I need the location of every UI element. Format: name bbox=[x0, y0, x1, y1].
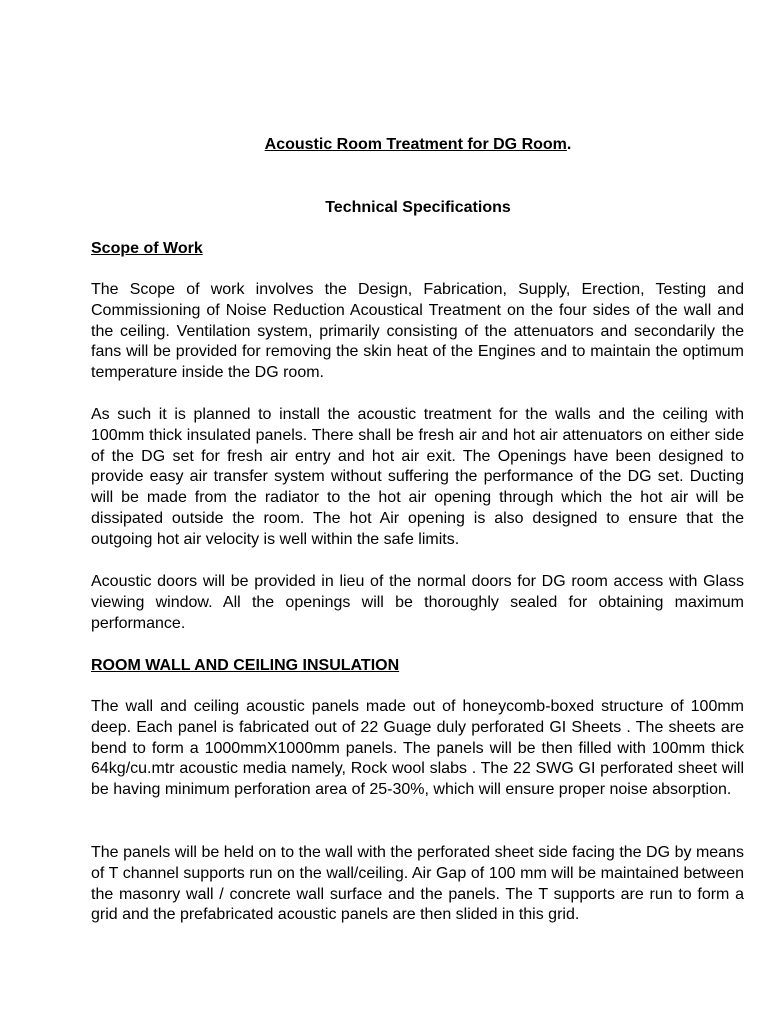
paragraph-insulation-2: The panels will be held on to the wall with the perforated sheet side facing the DG by means of T channel supports run on the wall/ceiling. Air Gap of 100 mm will be maintained between the masonry wall / concrete wall surface and the panels. The T supports are run to form a grid and the prefabricated acoustic panels are then slided in this grid. bbox=[91, 844, 744, 924]
document-subtitle: Technical Specifications bbox=[325, 199, 511, 216]
paragraph-insulation-1: The wall and ceiling acoustic panels made out of honeycomb-boxed structure of 100mm deep. Each panel is fabricated out of 22 Guage duly perforated GI Sheets . The sheets are bend to form a 1000mmX1000mm panels. The panels will be then filled with 100mm thick 64kg/cu.mtr acoustic media namely, Rock wool slabs . The 22 SWG GI perforated sheet will be having minimum perforation area of 25-30%, which will ensure proper noise absorption. bbox=[91, 698, 744, 799]
paragraph-scope-1: The Scope of work involves the Design, Fabrication, Supply, Erection, Testing and Commissioning of Noise Reduction Acoustical Treatment on the four sides of the wall and the ceiling. Ventilation system, primarily consisting of the attenuators and secondarily the fans will be provided for removing the skin heat of the Engines and to maintain the optimum temperature inside the DG room. bbox=[91, 281, 744, 382]
paragraph-scope-2: As such it is planned to install the acoustic treatment for the walls and the ceiling with 100mm thick insulated panels. There shall be fresh air and hot air attenuators on either side of the DG set for fresh air entry and hot air exit. The Openings have been designed to provide easy air transfer system without suffering the performance of the DG set. Ducting will be made from the radiator to the hot air opening through which the hot air will be dissipated outside the room. The hot Air opening is also designed to ensure that the outgoing hot air velocity is well within the safe limits. bbox=[91, 406, 744, 548]
paragraph-scope-3: Acoustic doors will be provided in lieu of the normal doors for DG room access with Glass viewing window. All the openings will be thoroughly sealed for obtaining maximum performance. bbox=[91, 573, 744, 632]
section-heading-room-wall-ceiling-insulation: ROOM WALL AND CEILING INSULATION bbox=[91, 657, 400, 674]
document-title-period: . bbox=[566, 136, 572, 153]
document-title-text: Acoustic Room Treatment for DG Room bbox=[264, 136, 567, 153]
document-title bbox=[0, 134, 768, 155]
section-heading-scope-of-work: Scope of Work bbox=[91, 240, 203, 257]
